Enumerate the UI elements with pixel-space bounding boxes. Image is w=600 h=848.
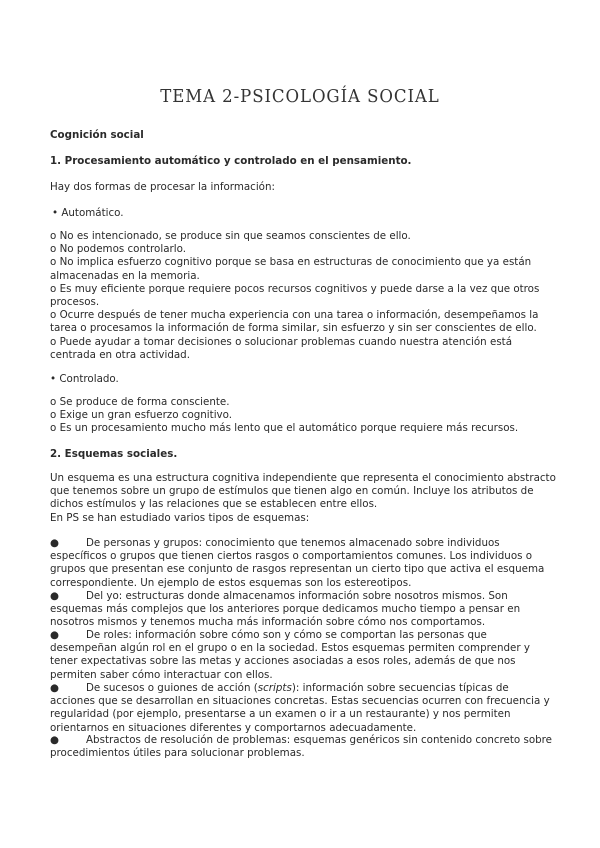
automatico-label: • Automático. bbox=[52, 207, 124, 219]
bullet-icon: ● bbox=[50, 682, 59, 694]
esquema-abstractos-text: Abstractos de resolución de problemas: esquemas genéricos sin contenido concreto sobre procedimientos útiles para solucionar problemas. bbox=[50, 734, 553, 760]
esquema-personas bbox=[50, 537, 556, 590]
list-item: o No podemos controlarlo. bbox=[50, 243, 187, 256]
esquema-yo-text: Del yo: estructuras donde almacenamos información sobre nosotros mismos. Son esquemas más complejos que los anteriores porque dedicamos mucho tiempo a pensar en nosotros mismos y tenemos mucha más información sobre cómo nos comportamos. bbox=[50, 590, 521, 629]
heading-procesamiento: 1. Procesamiento automático y controlado en el pensamiento. bbox=[50, 155, 412, 167]
list-item: o No es intencionado, se produce sin que seamos conscientes de ello. bbox=[50, 230, 411, 242]
esquema-intro-2: En PS se han estudiado varios tipos de esquemas: bbox=[50, 511, 310, 524]
bullet-icon: ● bbox=[50, 734, 59, 746]
esquema-roles-text: De roles: información sobre cómo son y cómo se comportan las personas que desempeñan algún rol en el grupo o en la sociedad. Estos esquemas permiten comprender y tener expectativas sobre las metas y acciones asociadas a esos roles, además de que nos permiten saber cómo interactuar con ellos. bbox=[50, 629, 530, 681]
esquema-yo bbox=[50, 590, 556, 630]
list-item: o Es muy eficiente porque requiere pocos recursos cognitivos y puede darse a la vez que otros procesos. bbox=[50, 282, 540, 309]
esquema-abstractos bbox=[50, 734, 556, 760]
heading-esquemas: 2. Esquemas sociales. bbox=[50, 448, 178, 460]
bullet-icon: ● bbox=[50, 629, 59, 641]
list-item: o No implica esfuerzo cognitivo porque se basa en estructuras de conocimiento que ya están almacenadas en la memoria. bbox=[50, 256, 532, 282]
esquema-sucesos bbox=[50, 682, 556, 735]
controlado-label: • Controlado. bbox=[50, 373, 119, 385]
bullet-icon: ● bbox=[50, 590, 59, 602]
section-heading-cognicion: Cognición social bbox=[50, 129, 144, 141]
list-item: o Se produce de forma consciente. bbox=[50, 396, 230, 408]
automatico-list bbox=[50, 230, 556, 362]
esquema-roles bbox=[50, 629, 556, 682]
esquema-sucesos-text: De sucesos o guiones de acción (scripts): información sobre secuencias típicas de acciones que se desarrollan en situaciones concretas. Estas secuencias ocurren con frecuencia y regularidad (por ejemplo, presentarse a un examen o ir a un restaurante) y nos permiten orientarnos en situaciones diferentes y comportarnos adecuadamente. bbox=[50, 682, 550, 734]
esquema-definition bbox=[50, 472, 556, 525]
controlado-list bbox=[50, 396, 556, 436]
list-item: o Es un procesamiento mucho más lento que el automático porque requiere más recursos. bbox=[50, 422, 519, 435]
bullet-icon: ● bbox=[50, 537, 59, 549]
intro-paragraph: Hay dos formas de procesar la información: bbox=[50, 181, 275, 193]
list-item: o Ocurre después de tener mucha experiencia con una tarea o información, desempeñamos la tarea o procesamos la información de forma similar, sin esfuerzo y sin ser conscientes de ello. bbox=[50, 309, 539, 335]
esquema-personas-text: De personas y grupos: conocimiento que tenemos almacenado sobre individuos específicos o grupos que tienen ciertos rasgos o comportamientos comunes. Los individuos o grupos que presentan ese conjunto de rasgos representan un cierto tipo que activa el esquema correspondiente. Un ejemplo de estos esquemas son los estereotipos. bbox=[50, 537, 545, 589]
esquema-intro: Un esquema es una estructura cognitiva independiente que representa el conocimiento abstracto que tenemos sobre un grupo de estímulos que tienen algo en común. Incluye los atributos de dichos estímulos y las relaciones que se establecen entre ellos. bbox=[50, 472, 556, 511]
list-item: o Exige un gran esfuerzo cognitivo. bbox=[50, 409, 233, 422]
page-title: TEMA 2-PSICOLOGÍA SOCIAL bbox=[160, 86, 440, 107]
list-item: o Puede ayudar a tomar decisiones o solucionar problemas cuando nuestra atención está centrada en otra actividad. bbox=[50, 335, 513, 361]
